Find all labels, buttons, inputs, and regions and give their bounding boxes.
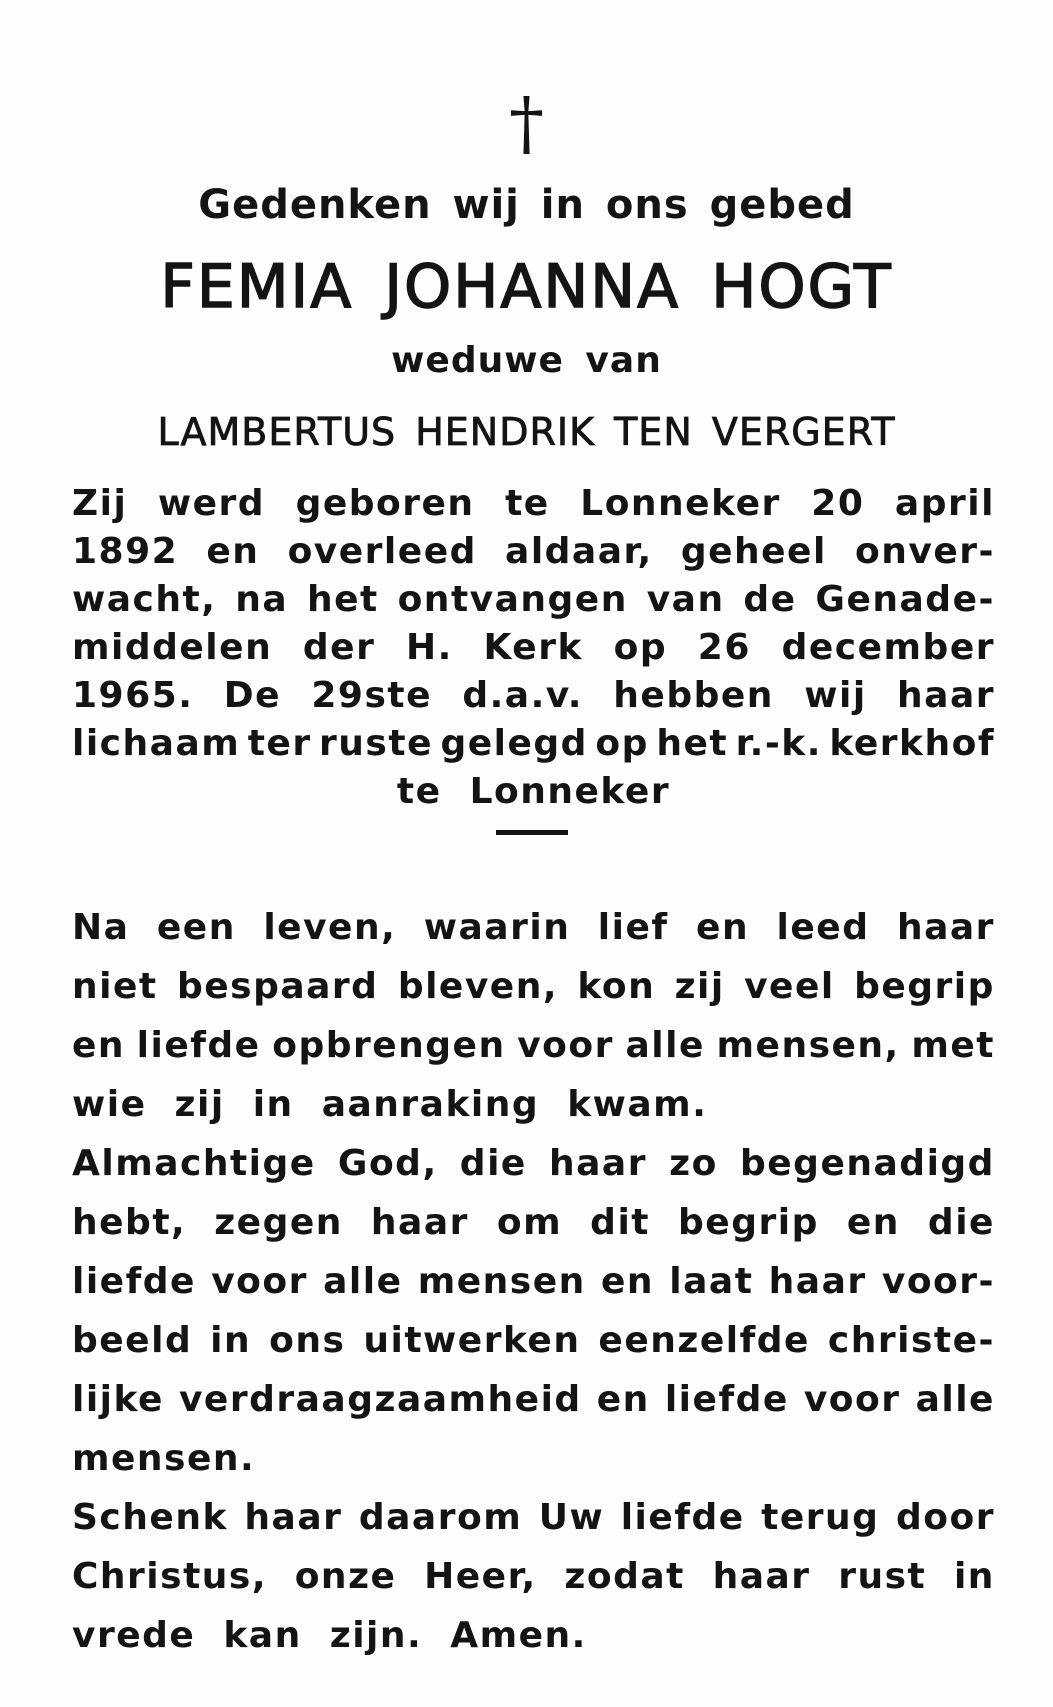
word: 29ste — [311, 675, 432, 716]
word: eenzelfde — [598, 1320, 810, 1361]
word: liefde — [664, 1379, 789, 1420]
word: begenadigd — [740, 1143, 995, 1184]
word: voor — [211, 1261, 308, 1302]
word: christe- — [827, 1320, 995, 1361]
word: waarin — [423, 907, 571, 948]
divider-rule — [496, 830, 568, 835]
word: overleed — [287, 531, 477, 572]
word: bleven, — [397, 966, 559, 1007]
word: geboren — [295, 483, 475, 524]
word: lichaam — [72, 723, 241, 764]
word: ons — [269, 1320, 346, 1361]
word: haar — [712, 1556, 811, 1597]
word: Genade- — [815, 579, 995, 620]
cross-icon: † — [509, 82, 544, 164]
husband-name: LAMBERTUS HENDRIK TEN VERGERT — [157, 410, 896, 454]
word: beeld — [72, 1320, 193, 1361]
text-line-last: vrede kan zijn. Amen. — [72, 1615, 587, 1656]
text-line-last: wie zij in aanraking kwam. — [72, 1084, 708, 1125]
word: rust — [838, 1556, 927, 1597]
word: die — [459, 1143, 527, 1184]
word: zegen — [214, 1202, 343, 1243]
word: veel — [744, 966, 835, 1007]
word: liefde — [72, 1261, 196, 1302]
word: 20 — [811, 483, 865, 524]
word: wij — [804, 675, 867, 716]
word: 26 — [697, 627, 751, 668]
text-line — [72, 576, 995, 624]
word: leed — [776, 907, 870, 948]
word: ter — [247, 723, 312, 764]
text-line — [72, 957, 995, 1016]
word: wacht, — [72, 579, 217, 620]
biography-paragraph — [72, 480, 995, 816]
text-line — [72, 480, 995, 528]
deceased-name: FEMIA JOHANNA HOGT — [160, 252, 893, 322]
word: alle — [915, 1379, 995, 1420]
text-line — [72, 1370, 995, 1429]
word: lief — [597, 907, 669, 948]
text-line — [72, 898, 995, 957]
word: begrip — [678, 1202, 819, 1243]
word: zij — [674, 966, 725, 1007]
word: haar — [370, 1202, 469, 1243]
text-line-last: mensen. — [72, 1438, 256, 1479]
word: Christus, — [72, 1556, 268, 1597]
word: Na — [72, 907, 130, 948]
word: opbrengen — [272, 1025, 506, 1066]
word: ruste — [319, 723, 433, 764]
word: haar — [768, 1261, 867, 1302]
word: zo — [669, 1143, 718, 1184]
word: en — [846, 1202, 900, 1243]
word: Uw — [538, 1497, 605, 1538]
word: april — [894, 483, 995, 524]
word: kerkhof — [829, 723, 995, 764]
word: met — [911, 1025, 995, 1066]
word: God, — [337, 1143, 438, 1184]
text-line — [72, 1193, 995, 1252]
word: door — [895, 1497, 995, 1538]
word: het — [656, 723, 729, 764]
word: liefde — [136, 1025, 261, 1066]
text-line — [72, 1488, 995, 1547]
intro-line: Gedenken wij in ons gebed — [198, 182, 855, 228]
word: leven, — [263, 907, 397, 948]
word: en — [601, 1261, 655, 1302]
word: alle — [323, 1261, 403, 1302]
word: alle — [625, 1025, 705, 1066]
prayer-paragraph-2 — [72, 1134, 995, 1488]
word: verdraagzaamheid — [178, 1379, 582, 1420]
word: uitwerken — [363, 1320, 581, 1361]
word: haar — [896, 907, 995, 948]
word: 1965. — [72, 675, 194, 716]
text-line — [72, 1252, 995, 1311]
word: mensen, — [716, 1025, 900, 1066]
word: d.a.v. — [462, 675, 583, 716]
text-line — [72, 1016, 995, 1075]
word: 1892 — [72, 531, 179, 572]
word: Heer, — [424, 1556, 537, 1597]
text-line-last: te Lonneker — [396, 771, 671, 812]
word: Zij — [72, 483, 128, 524]
word: na — [235, 579, 289, 620]
text-line — [72, 1311, 995, 1370]
word: voor — [803, 1379, 901, 1420]
word: liefde — [620, 1497, 745, 1538]
word: hebben — [613, 675, 774, 716]
word: voor- — [881, 1261, 995, 1302]
word: laat — [669, 1261, 754, 1302]
word: en — [696, 907, 750, 948]
text-line — [72, 1134, 995, 1193]
word: begrip — [854, 966, 995, 1007]
word: aldaar, — [505, 531, 653, 572]
word: werd — [157, 483, 266, 524]
word: en — [206, 531, 260, 572]
word: De — [223, 675, 282, 716]
word: van — [646, 579, 725, 620]
word: hebt, — [72, 1202, 187, 1243]
text-line — [72, 720, 995, 768]
widow-of-line: weduwe van — [391, 340, 662, 381]
word: op — [595, 723, 649, 764]
text-line — [72, 528, 995, 576]
word: niet — [72, 966, 158, 1007]
word: r.-k. — [735, 723, 822, 764]
word: bespaard — [176, 966, 379, 1007]
word: kon — [577, 966, 656, 1007]
word: het — [306, 579, 379, 620]
word: ontvangen — [397, 579, 628, 620]
prayer-paragraph-3 — [72, 1488, 995, 1665]
word: H. — [406, 627, 453, 668]
word: zodat — [564, 1556, 685, 1597]
prayer-paragraph-1 — [72, 898, 995, 1134]
word: der — [302, 627, 376, 668]
word: om — [496, 1202, 563, 1243]
word: onze — [294, 1556, 397, 1597]
word: mensen — [417, 1261, 586, 1302]
word: Schenk — [72, 1497, 228, 1538]
word: middelen — [72, 627, 273, 668]
word: geheel — [680, 531, 827, 572]
word: te — [505, 483, 550, 524]
word: dit — [590, 1202, 650, 1243]
word: voor — [517, 1025, 614, 1066]
word: haar — [549, 1143, 647, 1184]
word: haar — [897, 675, 995, 716]
word: Kerk — [483, 627, 583, 668]
word: Lonneker — [580, 483, 781, 524]
word: Almachtige — [72, 1143, 316, 1184]
word: terug — [761, 1497, 880, 1538]
word: en — [596, 1379, 650, 1420]
word: onver- — [854, 531, 995, 572]
text-line — [72, 672, 995, 720]
word: op — [613, 627, 668, 668]
word: gelegd — [440, 723, 588, 764]
word: een — [156, 907, 236, 948]
text-line — [72, 624, 995, 672]
word: december — [781, 627, 995, 668]
word: daarom — [358, 1497, 523, 1538]
word: lijke — [72, 1379, 164, 1420]
word: de — [743, 579, 797, 620]
word: in — [210, 1320, 252, 1361]
word: in — [953, 1556, 995, 1597]
word: die — [927, 1202, 995, 1243]
word: en — [72, 1025, 126, 1066]
text-line — [72, 1547, 995, 1606]
word: haar — [244, 1497, 343, 1538]
